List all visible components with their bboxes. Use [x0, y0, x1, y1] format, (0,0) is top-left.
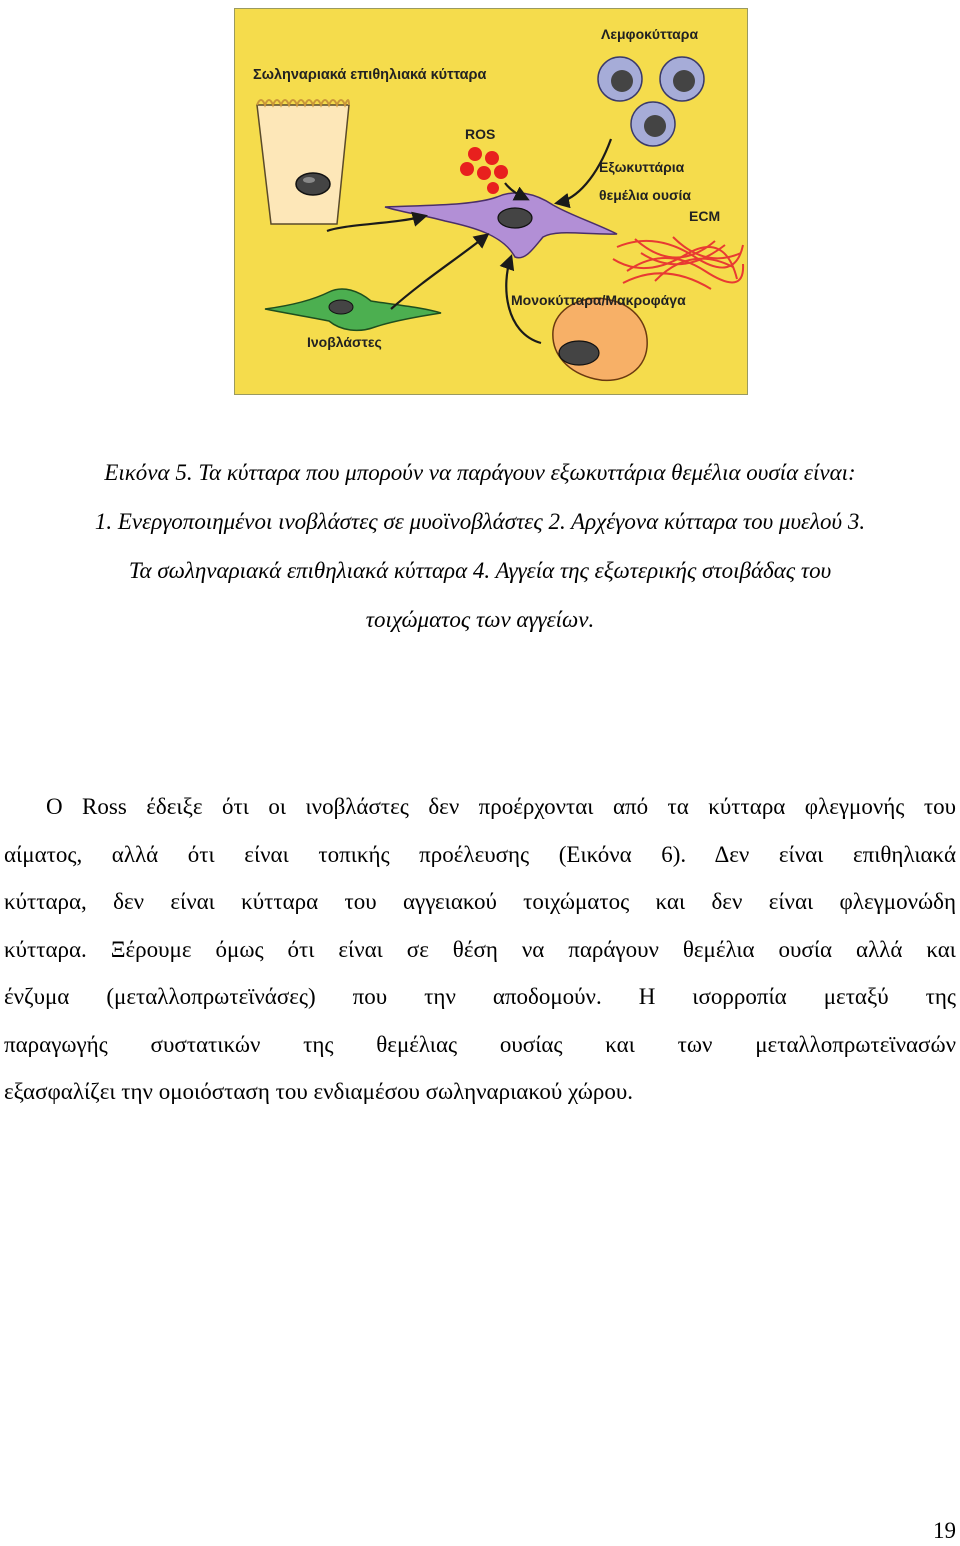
lymphocytes-label: Λεμφοκύτταρα [601, 26, 699, 42]
page-number: 19 [933, 1518, 956, 1543]
fibroblasts-label: Ινοβλάστες [307, 334, 382, 350]
paragraph-line: κύτταρα. Ξέρουμε όμως ότι είναι σε θέση να παράγουν θεμέλια ουσία αλλά και [4, 936, 956, 962]
epithelial-label: Σωληναριακά επιθηλιακά κύτταρα [253, 67, 487, 83]
ecm-label-line2: θεμέλια ουσία [599, 187, 692, 203]
paragraph-line: παραγωγής συστατικών της θεμέλιας ουσίας και των μεταλλοπρωτεϊνασών [4, 1031, 956, 1057]
cell-diagram [235, 9, 747, 394]
ros-label: ROS [465, 126, 496, 142]
paragraph-line: εξασφαλίζει την ομοιόσταση του ενδιαμέσου σωληναριακού χώρου. [4, 1079, 633, 1104]
caption-line: Εικόνα 5. Τα κύτταρα που μπορούν να παράγουν εξωκυττάρια θεμέλια ουσία είναι: [104, 460, 856, 485]
ecm-label-line1: Εξωκυττάρια [599, 159, 685, 175]
monocytes-label: Μονοκύτταρα/Μακροφάγα [511, 292, 686, 308]
paragraph-line: κύτταρα, δεν είναι κύτταρα του αγγειακού τοιχώματος και δεν είναι φλεγμονώδη [4, 889, 956, 914]
caption-line: 1. Ενεργοποιημένοι ινοβλάστες σε μυοϊνοβλάστες 2. Αρχέγονα κύτταρα του μυελού 3. [94, 509, 866, 534]
paragraph-line: αίματος, αλλά ότι είναι τοπικής προέλευσης (Εικόνα 6). Δεν είναι επιθηλιακά [4, 841, 956, 867]
figure-caption [0, 448, 960, 644]
ecm-label-line3: ECM [689, 208, 721, 224]
paragraph-line: Ο Ross έδειξε ότι οι ινοβλάστες δεν προέρχονται από τα κύτταρα φλεγμονής του [46, 794, 956, 819]
paragraph-line: ένζυμα (μεταλλοπρωτεϊνάσες) που την αποδομούν. Η ισορροπία μεταξύ της [4, 984, 956, 1009]
body-paragraph [4, 783, 956, 1116]
cell-diagram-figure [234, 8, 748, 395]
epithelial-cell [257, 100, 349, 224]
caption-line: Τα σωληναριακά επιθηλιακά κύτταρα 4. Αγγεία της εξωτερικής στοιβάδας του [128, 558, 832, 583]
caption-line: τοιχώματος των αγγείων. [365, 607, 595, 632]
